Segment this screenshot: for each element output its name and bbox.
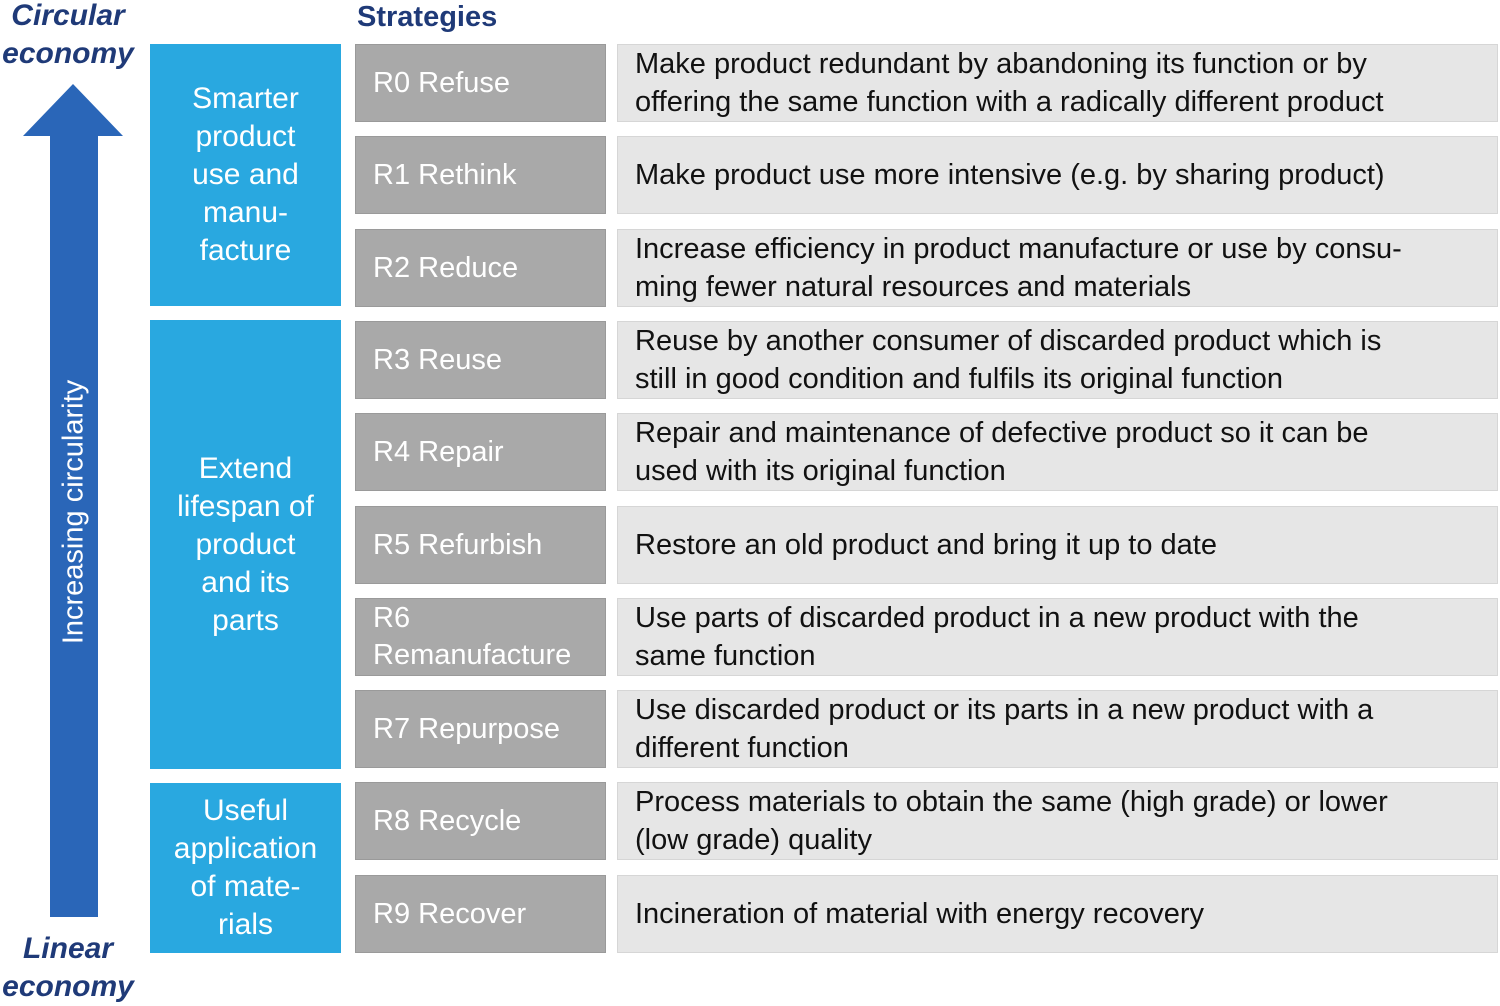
circular-economy-label: Circular economy <box>2 0 134 70</box>
strategy-r9: R9 Recover <box>355 875 606 953</box>
category-extend-lifespan <box>150 320 341 769</box>
strategy-description: Reuse by another consumer of discarded product which is still in good condition and fulfils its original function <box>617 321 1498 399</box>
strategy-description: Make product use more intensive (e.g. by sharing product) <box>617 136 1498 214</box>
strategy-description: Restore an old product and bring it up to date <box>617 506 1498 584</box>
strategy-description: Make product redundant by abandoning its function or by offering the same function with a radically different product <box>617 44 1498 122</box>
strategy-r5: R5 Refurbish <box>355 506 606 584</box>
category-label: Useful application of mate- rials <box>173 794 318 941</box>
category-label: Extend lifespan of product and its parts <box>177 451 314 637</box>
strategy-r3: R3 Reuse <box>355 321 606 399</box>
strategy-r8: R8 Recycle <box>355 782 606 860</box>
linear-economy-label: Linear economy <box>2 932 134 1003</box>
strategy-r6: R6 Remanufacture <box>355 598 606 676</box>
category-useful-application <box>150 783 341 953</box>
strategy-description: Process materials to obtain the same (high grade) or lower (low grade) quality <box>617 782 1498 860</box>
arrow-label: Increasing circularity <box>57 379 90 645</box>
category-label: Smarter product use and manu- facture <box>192 82 299 267</box>
strategy-description: Repair and maintenance of defective product so it can be used with its original function <box>617 413 1498 491</box>
strategy-description: Use discarded product or its parts in a new product with a different function <box>617 690 1498 768</box>
strategy-description: Use parts of discarded product in a new product with the same function <box>617 598 1498 676</box>
strategy-description: Increase efficiency in product manufacture or use by consu- ming fewer natural resources and materials <box>617 229 1498 307</box>
strategy-r0: R0 Refuse <box>355 44 606 122</box>
arrow-head <box>23 84 123 136</box>
strategy-description: Incineration of material with energy recovery <box>617 875 1498 953</box>
strategy-r2: R2 Reduce <box>355 229 606 307</box>
strategy-r1: R1 Rethink <box>355 136 606 214</box>
strategies-heading: Strategies <box>357 1 498 33</box>
strategy-r4: R4 Repair <box>355 413 606 491</box>
category-smarter-use <box>150 44 341 306</box>
strategy-r7: R7 Repurpose <box>355 690 606 768</box>
